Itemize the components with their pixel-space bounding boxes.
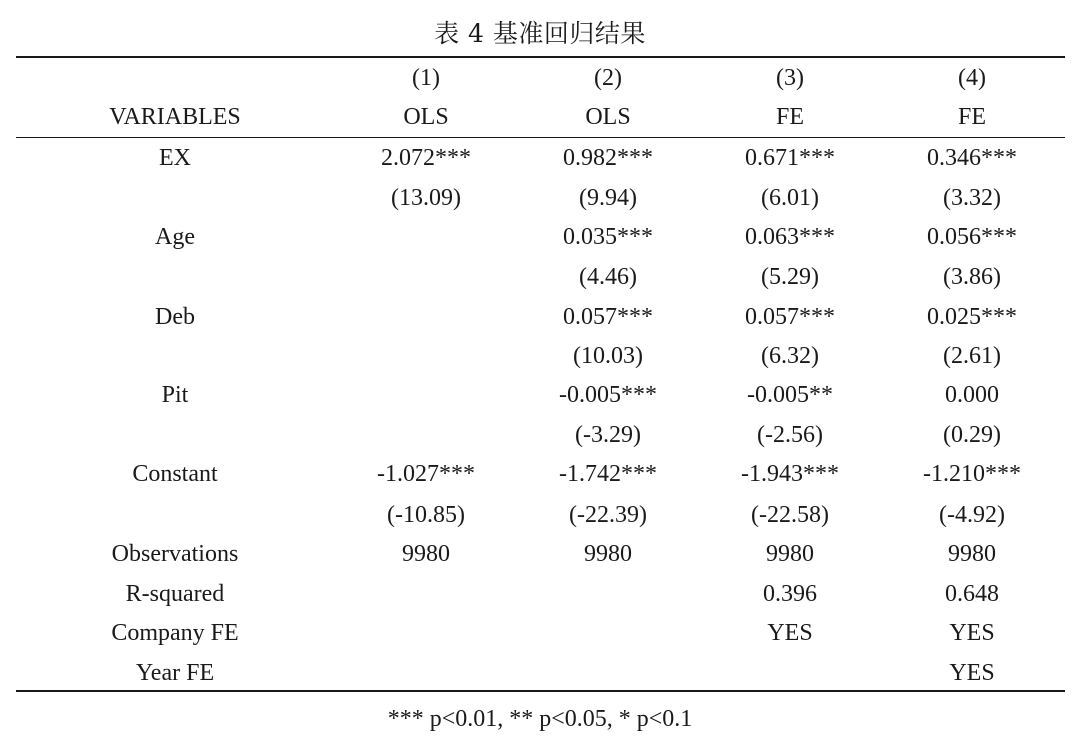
tstat-cell: (4.46) bbox=[579, 264, 637, 290]
stat-cell: 9980 bbox=[402, 541, 450, 567]
row-label: EX bbox=[159, 145, 191, 171]
tstat-cell: (3.86) bbox=[943, 264, 1001, 290]
tstat-cell: (6.01) bbox=[761, 185, 819, 211]
row-label: Deb bbox=[155, 304, 195, 330]
coefficient-cell: 0.056*** bbox=[927, 224, 1017, 250]
coefficient-cell: -1.943*** bbox=[741, 461, 839, 487]
stat-cell bbox=[528, 655, 688, 691]
variables-header: VARIABLES bbox=[109, 104, 241, 130]
row-label: Constant bbox=[132, 461, 218, 487]
stat-cell: YES bbox=[949, 660, 995, 686]
stat-cell bbox=[528, 615, 688, 651]
coefficient-cell: 0.035*** bbox=[563, 224, 653, 250]
tstat-cell: (-10.85) bbox=[387, 502, 465, 528]
tstat-cell: (-2.56) bbox=[757, 422, 823, 448]
row-label: Pit bbox=[161, 382, 189, 408]
stat-cell bbox=[528, 576, 688, 612]
tstat-cell: (9.94) bbox=[579, 185, 637, 211]
coefficient-cell: -0.005** bbox=[747, 382, 833, 408]
stat-cell: 0.648 bbox=[945, 581, 999, 607]
stat-cell: 9980 bbox=[766, 541, 814, 567]
tstat-cell: (-3.29) bbox=[575, 422, 641, 448]
stat-label: R-squared bbox=[125, 581, 225, 607]
coefficient-cell: 2.072*** bbox=[381, 145, 471, 171]
coefficient-cell: 0.000 bbox=[945, 382, 999, 408]
column-method: OLS bbox=[585, 104, 631, 130]
column-number: (1) bbox=[412, 65, 440, 91]
tstat-cell: (-4.92) bbox=[939, 502, 1005, 528]
column-number: (3) bbox=[776, 65, 804, 91]
coefficient-cell: 0.025*** bbox=[927, 304, 1017, 330]
column-method: FE bbox=[957, 104, 986, 130]
stat-label: Year FE bbox=[135, 660, 215, 686]
tstat-cell bbox=[346, 417, 506, 453]
tstat-cell: (10.03) bbox=[573, 343, 643, 369]
stat-cell: YES bbox=[767, 620, 813, 646]
stat-label: Company FE bbox=[111, 620, 239, 646]
coefficient-cell: -1.742*** bbox=[559, 461, 657, 487]
coefficient-cell: 0.063*** bbox=[745, 224, 835, 250]
stat-cell: 9980 bbox=[948, 541, 996, 567]
tstat-cell: (2.61) bbox=[943, 343, 1001, 369]
coefficient-cell: -0.005*** bbox=[559, 382, 657, 408]
coefficient-cell: 0.671*** bbox=[745, 145, 835, 171]
tstat-cell: (-22.39) bbox=[569, 502, 647, 528]
tstat-cell: (5.29) bbox=[761, 264, 819, 290]
significance-notes: *** p<0.01, ** p<0.05, * p<0.1 bbox=[387, 706, 693, 732]
stat-cell: YES bbox=[949, 620, 995, 646]
tstat-cell bbox=[346, 259, 506, 295]
table-caption: 表 4 基准回归结果 bbox=[434, 19, 646, 48]
coefficient-cell bbox=[346, 299, 506, 335]
coefficient-cell: 0.057*** bbox=[745, 304, 835, 330]
stat-cell bbox=[346, 615, 506, 651]
tstat-cell bbox=[346, 338, 506, 374]
header-rule bbox=[16, 137, 1065, 138]
tstat-cell: (6.32) bbox=[761, 343, 819, 369]
column-method: FE bbox=[775, 104, 804, 130]
stat-cell bbox=[346, 655, 506, 691]
stat-label: Observations bbox=[111, 541, 239, 567]
column-number: (2) bbox=[594, 65, 622, 91]
coefficient-cell: 0.982*** bbox=[563, 145, 653, 171]
tstat-cell: (3.32) bbox=[943, 185, 1001, 211]
coefficient-cell bbox=[346, 219, 506, 255]
coefficient-cell bbox=[346, 377, 506, 413]
stat-cell bbox=[710, 655, 870, 691]
row-label: Age bbox=[155, 224, 195, 250]
coefficient-cell: 0.057*** bbox=[563, 304, 653, 330]
stat-cell: 9980 bbox=[584, 541, 632, 567]
coefficient-cell: 0.346*** bbox=[927, 145, 1017, 171]
column-number: (4) bbox=[958, 65, 986, 91]
column-method: OLS bbox=[403, 104, 449, 130]
stat-cell: 0.396 bbox=[763, 581, 817, 607]
stat-cell bbox=[346, 576, 506, 612]
coefficient-cell: -1.210*** bbox=[923, 461, 1021, 487]
coefficient-cell: -1.027*** bbox=[377, 461, 475, 487]
tstat-cell: (-22.58) bbox=[751, 502, 829, 528]
tstat-cell: (0.29) bbox=[943, 422, 1001, 448]
tstat-cell: (13.09) bbox=[391, 185, 461, 211]
top-rule bbox=[16, 56, 1065, 58]
